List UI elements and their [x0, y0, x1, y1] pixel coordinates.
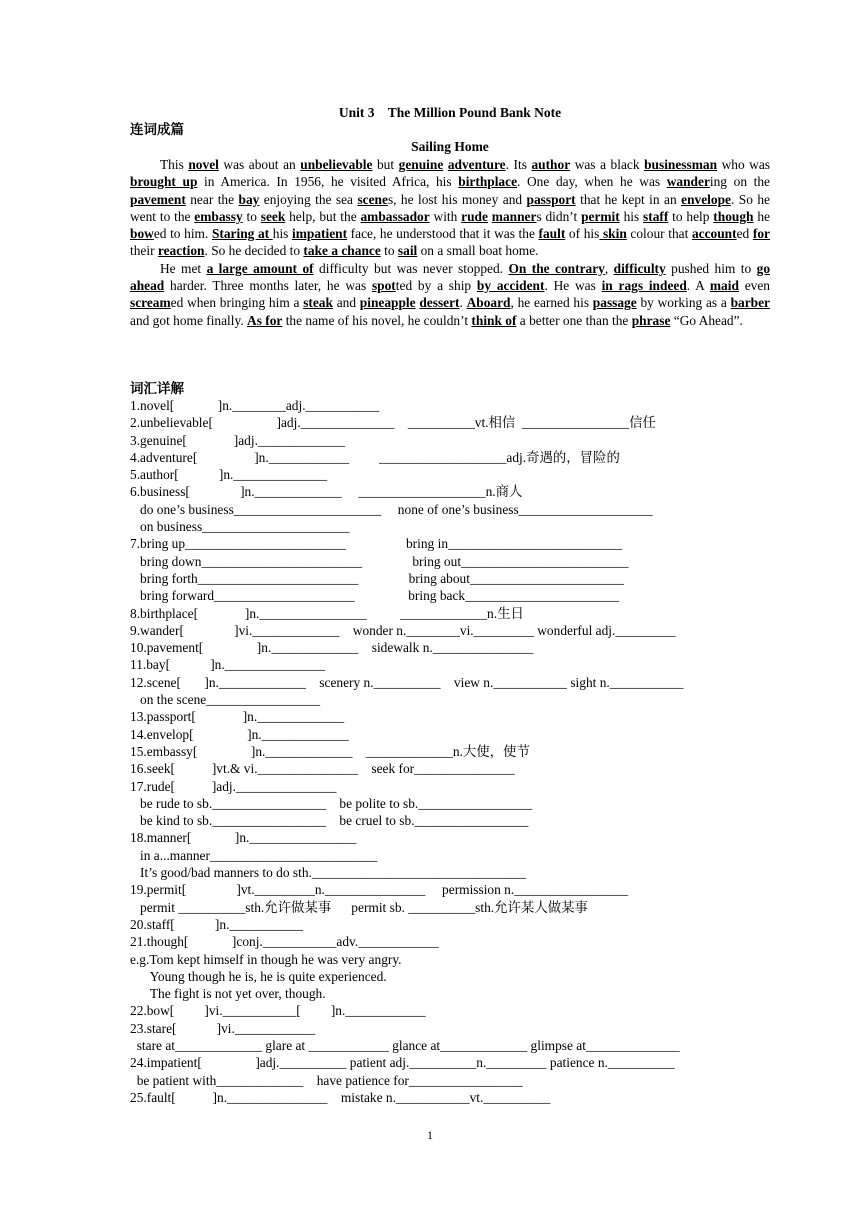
key-phrase: fault	[538, 226, 566, 242]
key-phrase: adventure	[447, 157, 506, 172]
vocab-line: It’s good/bad manners to do sth.________________________________	[130, 865, 527, 881]
passage-text: to	[380, 243, 398, 259]
passage-text: the name of his novel, he couldn’t	[282, 312, 472, 328]
key-phrase: envelope	[681, 191, 731, 207]
vocab-line: 23.stare[ ]vi.____________	[130, 1020, 316, 1036]
passage-title: Sailing Home	[411, 139, 489, 154]
key-phrase: wander	[666, 174, 710, 190]
passage-text: ted by a ship	[395, 278, 477, 294]
vocab-line: 21.though[ ]conj.___________adv.____________	[130, 934, 439, 950]
passage-text: face, he understood that it was the	[347, 226, 539, 242]
unit-title: Unit 3 The Million Pound Bank Note	[338, 105, 562, 120]
passage-text: “Go Ahead”.	[670, 312, 743, 328]
vocab-line: on business______________________	[130, 519, 350, 535]
passage-text: on a small boat home.	[417, 243, 539, 259]
passage-text: was a black	[570, 157, 645, 172]
key-phrase: barber	[730, 295, 770, 311]
passage-text: .	[459, 295, 467, 311]
passage-text: . A	[686, 278, 710, 294]
vocab-line: 7.bring up________________________ bring in__________________________	[130, 536, 623, 552]
key-phrase: phrase	[631, 312, 671, 328]
key-phrase: dessert	[419, 295, 460, 311]
passage-text: even	[738, 278, 770, 294]
passage-text: that he kept in an	[575, 191, 682, 207]
key-phrase: Aboard	[466, 295, 511, 311]
key-phrase: skin	[599, 226, 627, 242]
vocab-line: bring forth________________________ bring about_______________________	[130, 570, 624, 586]
passage-text: . He was	[544, 278, 602, 294]
key-phrase: difficulty	[613, 260, 666, 276]
passage-text: their	[130, 243, 158, 259]
vocab-line: e.g.Tom kept himself in though he was very angry.	[130, 951, 402, 967]
key-phrase: take a chance	[303, 243, 381, 259]
vocab-line: 10.pavement[ ]n._____________ sidewalk n._______________	[130, 640, 534, 656]
key-phrase: by accident	[476, 278, 545, 294]
vocab-line: The fight is not yet over, though.	[130, 986, 326, 1002]
vocab-line: 6.business[ ]n._____________ ___________________n.商人	[130, 484, 523, 500]
passage-text: pushed him to	[665, 260, 757, 276]
passage-text: ed when bringing him a	[170, 295, 304, 311]
passage-text: . So he decided to	[204, 243, 304, 259]
key-phrase: Staring at	[211, 226, 273, 242]
passage-text: was about an	[218, 157, 301, 172]
passage-text: ed to him.	[153, 226, 212, 242]
key-phrase: ambassador	[360, 208, 430, 224]
passage-text: with	[429, 208, 462, 224]
passage-text: help, but the	[285, 208, 361, 224]
key-phrase: unbelievable	[300, 157, 373, 172]
passage-text: his	[619, 208, 644, 224]
vocab-line: 13.passport[ ]n._____________	[130, 709, 345, 725]
passage-text: enjoying the sea	[259, 191, 358, 207]
key-phrase: brought up	[130, 174, 198, 190]
passage-text: by working as a	[636, 295, 731, 311]
passage-text: difficulty but was never stopped.	[313, 260, 509, 276]
vocab-line: in a...manner_________________________	[130, 847, 378, 863]
key-phrase: novel	[188, 157, 219, 172]
vocab-line: 17.rude[ ]adj._______________	[130, 778, 337, 794]
key-phrase: think of	[471, 312, 517, 328]
key-phrase: embassy	[194, 208, 243, 224]
vocab-line: be kind to sb._________________ be cruel to sb._________________	[130, 813, 529, 829]
passage-paragraph	[130, 260, 770, 329]
key-phrase: maid	[709, 278, 739, 294]
key-phrase: spot	[371, 278, 396, 294]
passage-text: near the	[185, 191, 239, 207]
passage-text: he	[753, 208, 770, 224]
vocab-line: 25.fault[ ]n._______________ mistake n.___________vt.__________	[130, 1089, 551, 1105]
passage-text: ,	[604, 260, 614, 276]
vocab-line: 20.staff[ ]n.___________	[130, 916, 304, 932]
passage-text: to	[242, 208, 261, 224]
key-phrase: On the contrary	[508, 260, 605, 276]
vocab-line: 18.manner[ ]n.________________	[130, 830, 357, 846]
key-phrase: though	[713, 208, 754, 224]
passage-text: ed	[736, 226, 753, 242]
key-phrase: in rags indeed	[601, 278, 687, 294]
page-number: 1	[427, 1128, 433, 1142]
vocab-line: 3.genuine[ ]adj._____________	[130, 432, 345, 448]
passage-text: and got home finally.	[130, 312, 248, 328]
vocab-line: 12.scene[ ]n._____________ scenery n.__________ view n.___________ sight n.___________	[130, 674, 684, 690]
passage-text: and	[332, 295, 360, 311]
key-phrase: sail	[397, 243, 418, 259]
key-phrase: rude	[461, 208, 488, 224]
vocab-line: 19.permit[ ]vt._________n._______________ permission n._________________	[130, 882, 629, 898]
passage-text: , he earned his	[510, 295, 593, 311]
key-phrase: manner	[491, 208, 537, 224]
vocab-line: 22.bow[ ]vi.___________[ ]n.____________	[130, 1003, 426, 1019]
passage-text: s didn’t	[536, 208, 582, 224]
key-phrase: steak	[303, 295, 333, 311]
key-phrase: go ahead	[130, 260, 771, 294]
key-phrase: passage	[592, 295, 637, 311]
passage-text: . One day, when he was	[517, 174, 667, 190]
passage-text: s, he lost his money and	[387, 191, 527, 207]
key-phrase: As for	[247, 312, 283, 328]
vocab-line: 9.wander[ ]vi._____________ wonder n.________vi._________ wonderful adj._________	[130, 622, 676, 638]
key-phrase: bay	[238, 191, 260, 207]
key-phrase: bow	[130, 226, 154, 242]
vocab-line: Young though he is, he is quite experienced.	[130, 968, 387, 984]
key-phrase: businessman	[644, 157, 718, 172]
key-phrase: passport	[526, 191, 576, 207]
vocab-line: 15.embassy[ ]n._____________ _____________n.大使，使节	[130, 743, 530, 759]
passage-text: . Its	[505, 157, 532, 172]
key-phrase: pavement	[130, 191, 186, 207]
vocab-line: do one’s business______________________ none of one’s business____________________	[130, 501, 653, 517]
passage-body	[130, 156, 770, 329]
vocab-line: bring down________________________ bring out_________________________	[130, 553, 629, 569]
vocab-line: 24.impatient[ ]adj.__________ patient adj.__________n._________ patience n.__________	[130, 1055, 675, 1071]
key-phrase: pineapple	[359, 295, 416, 311]
key-phrase: genuine	[398, 157, 444, 172]
key-phrase: scene	[357, 191, 388, 207]
vocab-line: 1.novel[ ]n.________adj.___________	[130, 398, 380, 413]
key-phrase: staff	[643, 208, 669, 224]
key-phrase: scream	[130, 295, 171, 311]
vocab-line: on the scene_________________	[130, 692, 321, 708]
key-phrase: impatient	[292, 226, 348, 242]
passage-text: harder. Three months later, he was	[164, 278, 372, 294]
passage-text: a better one than the	[516, 312, 632, 328]
vocab-line: 11.bay[ ]n._______________	[130, 657, 326, 673]
section-heading-vocabulary: 词汇详解	[130, 381, 184, 396]
vocab-line: be rude to sb._________________ be polite to sb._________________	[130, 795, 533, 811]
key-phrase: reaction	[157, 243, 205, 259]
vocab-line: 5.author[ ]n.______________	[130, 467, 328, 483]
passage-paragraph	[130, 156, 770, 260]
key-phrase: permit	[581, 208, 620, 224]
vocab-line: 2.unbelievable[ ]adj.______________ __________vt.相信 ________________信任	[130, 415, 656, 431]
key-phrase: seek	[260, 208, 286, 224]
vocab-line: be patient with_____________ have patience for_________________	[130, 1072, 523, 1088]
vocab-line: 8.birthplace[ ]n.________________ _____________n.生日	[130, 605, 524, 621]
passage-text: He met	[160, 260, 207, 276]
key-phrase: account	[691, 226, 737, 242]
passage-text: . So he went to the	[130, 191, 770, 224]
vocab-line: 14.envelop[ ]n._____________	[130, 726, 349, 742]
vocab-line: permit __________sth.允许做某事 permit sb. __________sth.允许某人做某事	[130, 899, 588, 915]
vocabulary-list	[130, 397, 790, 1106]
key-phrase: birthplace	[458, 174, 518, 190]
key-phrase: for	[752, 226, 770, 242]
passage-text: to help	[668, 208, 714, 224]
key-phrase: a large amount of	[206, 260, 314, 276]
passage-text: in America. In 1956, he visited Africa, his	[197, 174, 459, 190]
passage-text: This	[160, 157, 189, 172]
passage-text: colour that	[626, 226, 692, 242]
key-phrase: author	[531, 157, 571, 172]
passage-text: his	[272, 226, 292, 242]
passage-text: who was	[717, 157, 770, 172]
vocab-line: 16.seek[ ]vt.& vi._______________ seek for_______________	[130, 761, 515, 777]
vocab-line: stare at_____________ glare at ____________ glance at_____________ glimpse at______________	[130, 1037, 680, 1053]
passage-text: but	[372, 157, 399, 172]
section-heading-passage: 连词成篇	[130, 122, 184, 137]
passage-text: of his	[565, 226, 600, 242]
vocab-line: bring forward_____________________ bring back_______________________	[130, 588, 620, 604]
vocab-line: 4.adventure[ ]n.____________ ___________________adj.奇遇的，冒险的	[130, 449, 620, 465]
passage-text: ing on the	[709, 174, 771, 190]
